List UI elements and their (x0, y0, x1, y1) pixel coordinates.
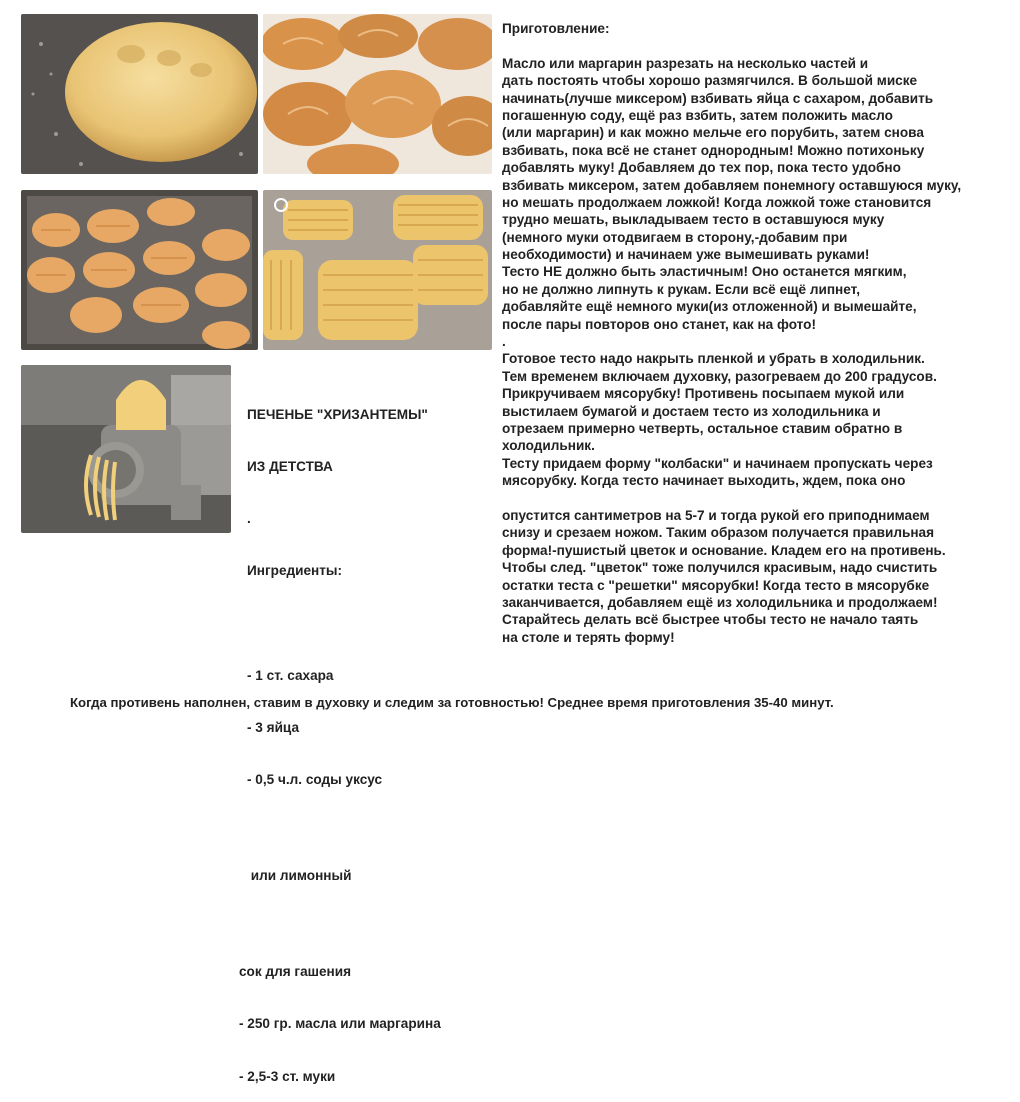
dough-strands-photo (263, 190, 492, 350)
method-heading: Приготовление: (502, 21, 610, 36)
meat-grinder-photo (21, 365, 231, 533)
method-line: заканчивается, добавляем ещё из холодильника и продолжаем! (502, 594, 938, 610)
ingredient-item: - 250 гр. масла или маргарина (239, 1016, 441, 1032)
method-line: после пары повторов оно станет, как на фото! (502, 316, 816, 332)
ingredient-item-note: сок для гашения (239, 964, 352, 980)
ingredients-gap (247, 823, 441, 832)
method-line: взбивать миксером, затем добавляем понемногу оставшуюся муку, (502, 177, 962, 193)
method-line: дать постоять чтобы хорошо размягчился. В большой миске (502, 73, 918, 89)
method-line: добавлять муку! Добавляем до тех пор, пока тесто удобно (502, 160, 901, 176)
method-line: добавляйте ещё немного муки(из отложенной) и вымешайте, (502, 299, 917, 315)
method-line: Прикручиваем мясорубку! Противень посыпаем мукой или (502, 386, 905, 402)
method-line: погашенную соду, ещё раз взбить, затем положить масло (502, 107, 893, 123)
method-line: но мешать продолжаем ложкой! Когда ложкой тоже становится (502, 194, 932, 210)
ingredients-heading: Ингредиенты: (247, 563, 343, 579)
ingredient-item: - 1 ст. сахара (247, 667, 334, 683)
method-line: (немного муки отодвигаем в сторону,-добавим при (502, 229, 848, 245)
method-line: остатки теста с "решетки" мясорубки! Когда тесто в мясорубке (502, 577, 930, 593)
method-line (502, 37, 961, 54)
ingredient-item: - 0,5 ч.л. соды уксус (247, 772, 383, 788)
method-line: но не должно липнуть к рукам. Если всё ещё липнет, (502, 281, 861, 297)
method-line: трудно мешать, выкладываем тесто в оставшуюся муку (502, 212, 885, 228)
ingredient-item: - 2,5-3 ст. муки (239, 1068, 336, 1084)
recipe-title-line-2: ИЗ ДЕТСТВА (247, 459, 333, 475)
method-line: выстилаем бумагой и достаем тесто из холодильника и (502, 403, 881, 419)
method-line: (или маргарин) и как можно мельче его порубить, затем снова (502, 125, 924, 141)
baked-cookies-photo (263, 14, 492, 174)
dough-ball-photo (21, 14, 258, 174)
method-line: снизу и срезаем ножом. Таким образом получается правильная (502, 525, 935, 541)
recipe-title-dot: . (247, 511, 251, 527)
method-line: . (502, 334, 506, 350)
method-line (502, 490, 961, 507)
ingredients-spacer (247, 615, 441, 632)
ingredients-gap (247, 919, 441, 928)
recipe-ingredients-section (239, 371, 441, 1102)
method-line: Тем временем включаем духовку, разогреваем до 200 градусов. (502, 368, 937, 384)
method-line: на столе и терять форму! (502, 629, 675, 645)
method-section (502, 20, 961, 646)
ingredient-item: - 3 яйца (247, 720, 300, 736)
method-line: опустится сантиметров на 5-7 и тогда рукой его приподнимаем (502, 507, 930, 523)
method-line: Чтобы след. "цветок" тоже получился красивым, надо счистить (502, 560, 938, 576)
footer-note: Когда противень наполнен, ставим в духовку и следим за готовностью! Среднее время приготовления 35-40 минут. (70, 695, 834, 710)
method-line: мясорубку. Когда тесто начинает выходить, ждем, пока оно (502, 473, 906, 489)
method-line: Тесто НЕ должно быть эластичным! Оно останется мягким, (502, 264, 907, 280)
method-line: отрезаем примерно четверть, остальное ставим обратно в (502, 420, 903, 436)
method-line: Старайтесь делать всё быстрее чтобы тесто не начало таять (502, 612, 919, 628)
method-line: Тесту придаем форму "колбаски" и начинаем пропускать через (502, 455, 933, 471)
method-line: начинать(лучше миксером) взбивать яйца с сахаром, добавить (502, 90, 934, 106)
method-line: холодильник. (502, 438, 595, 454)
cookies-on-tray-photo (21, 190, 258, 350)
method-line: Масло или маргарин разрезать на несколько частей и (502, 55, 869, 71)
method-line: взбивать, пока всё не станет однородным! Можно потихоньку (502, 142, 925, 158)
method-line: необходимости) и начинаем уже вымешивать руками! (502, 247, 870, 263)
method-line: форма!-пушистый цветок и основание. Кладем его на противень. (502, 542, 946, 558)
method-line: Готовое тесто надо накрыть пленкой и убрать в холодильник. (502, 351, 925, 367)
ingredient-item-note: или лимонный (247, 868, 352, 884)
recipe-title-line-1: ПЕЧЕНЬЕ "ХРИЗАНТЕМЫ" (247, 406, 428, 422)
